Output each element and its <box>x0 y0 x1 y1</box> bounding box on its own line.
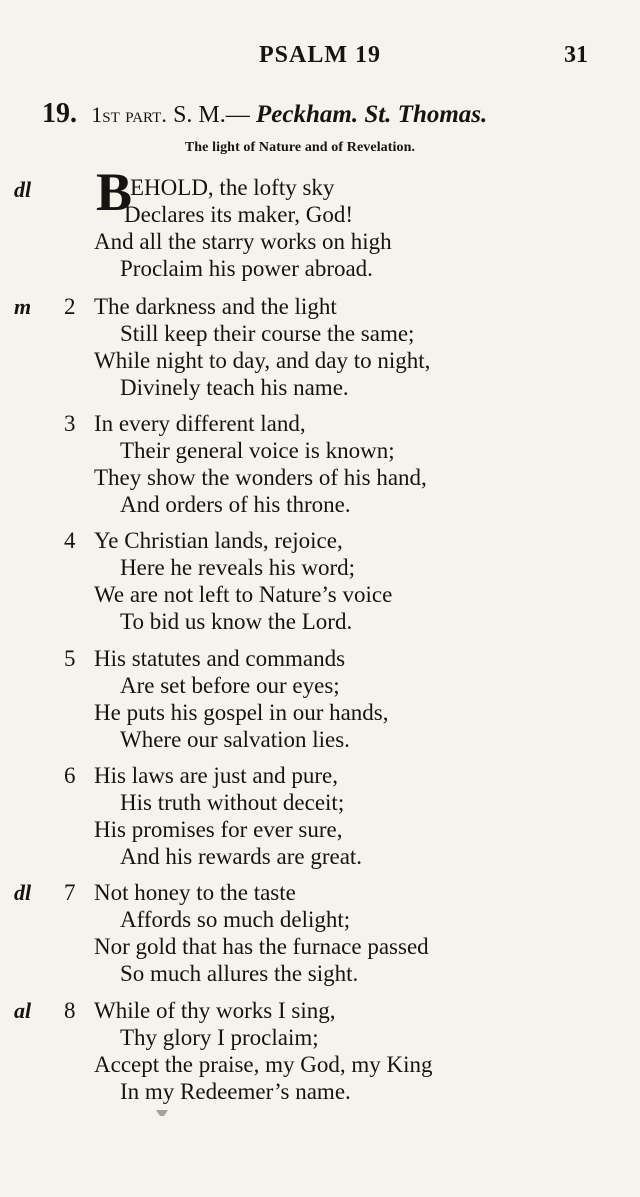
verse-6-number: 6 <box>64 763 76 788</box>
verse-2-line-4: Divinely teach his name. <box>120 375 349 400</box>
verse-8-line-1: While of thy works I sing, <box>94 998 336 1023</box>
verse-4-line-4: To bid us know the Lord. <box>120 609 353 634</box>
verse-5-line-1: His statutes and commands <box>94 646 346 671</box>
verse-1-line-2: Declares its maker, God! <box>124 202 353 227</box>
verse-3-line-3: They show the wonders of his hand, <box>94 465 427 490</box>
hymn-part: 1st part. <box>91 102 167 127</box>
verse-3-line-2: Their general voice is known; <box>120 438 395 463</box>
verse-7-line-4: So much allures the sight. <box>120 961 359 986</box>
verse-4-number: 4 <box>64 528 76 553</box>
verse-4-line-1: Ye Christian lands, rejoice, <box>94 528 343 553</box>
verse-8-number: 8 <box>64 998 76 1023</box>
page-number: 31 <box>564 42 588 68</box>
verse-1-dropcap: B <box>96 162 133 222</box>
verse-7-number: 7 <box>64 880 76 905</box>
verse-2-number: 2 <box>64 294 76 319</box>
verse-6-line-4: And his rewards are great. <box>120 844 363 869</box>
hymn-tunes: Peckham. St. Thomas. <box>256 101 488 128</box>
printer-mark <box>156 1110 168 1120</box>
running-title: PSALM 19 <box>259 42 381 68</box>
verse-8-line-4: In my Redeemer’s name. <box>120 1079 351 1104</box>
verse-8-line-2: Thy glory I proclaim; <box>120 1025 319 1050</box>
verse-1-line-1: EHOLD, the lofty sky <box>130 175 335 200</box>
verse-6-line-3: His promises for ever sure, <box>94 817 343 842</box>
verse-4-line-3: We are not left to Nature’s voice <box>94 582 393 607</box>
verse-1-dynamics: dl <box>14 177 32 202</box>
verse-7-dynamics: dl <box>14 880 32 905</box>
hymn-number: 19. <box>42 98 77 129</box>
verse-8-dynamics: al <box>14 998 32 1023</box>
verse-2-line-1: The darkness and the light <box>94 294 337 319</box>
verse-5-line-2: Are set before our eyes; <box>120 673 340 698</box>
verse-5-line-3: He puts his gospel in our hands, <box>94 700 389 725</box>
hymn-meter: S. M.— <box>173 102 250 128</box>
verse-7-line-3: Nor gold that has the furnace passed <box>94 934 429 959</box>
verse-7-line-1: Not honey to the taste <box>94 880 296 905</box>
verse-5-line-4: Where our salvation lies. <box>120 727 350 752</box>
verse-3-number: 3 <box>64 411 76 436</box>
verse-5-number: 5 <box>64 646 76 671</box>
verse-6-line-1: His laws are just and pure, <box>94 763 338 788</box>
verse-3-line-4: And orders of his throne. <box>120 492 351 517</box>
verse-2-dynamics: m <box>14 294 32 319</box>
verse-7-line-2: Affords so much delight; <box>120 907 351 932</box>
verse-6-line-2: His truth without deceit; <box>120 790 345 815</box>
verse-1-line-4: Proclaim his power abroad. <box>120 256 373 281</box>
verse-2-line-2: Still keep their course the same; <box>120 321 415 346</box>
verse-1-line-3: And all the starry works on high <box>94 229 392 254</box>
verse-8-line-3: Accept the praise, my God, my King <box>94 1052 433 1077</box>
hymn-heading <box>42 98 487 130</box>
verse-3-line-1: In every different land, <box>94 411 306 436</box>
verse-2-line-3: While night to day, and day to night, <box>94 348 431 373</box>
hymn-subtitle: The light of Nature and of Revelation. <box>184 140 416 155</box>
verse-4-line-2: Here he reveals his word; <box>120 555 356 580</box>
